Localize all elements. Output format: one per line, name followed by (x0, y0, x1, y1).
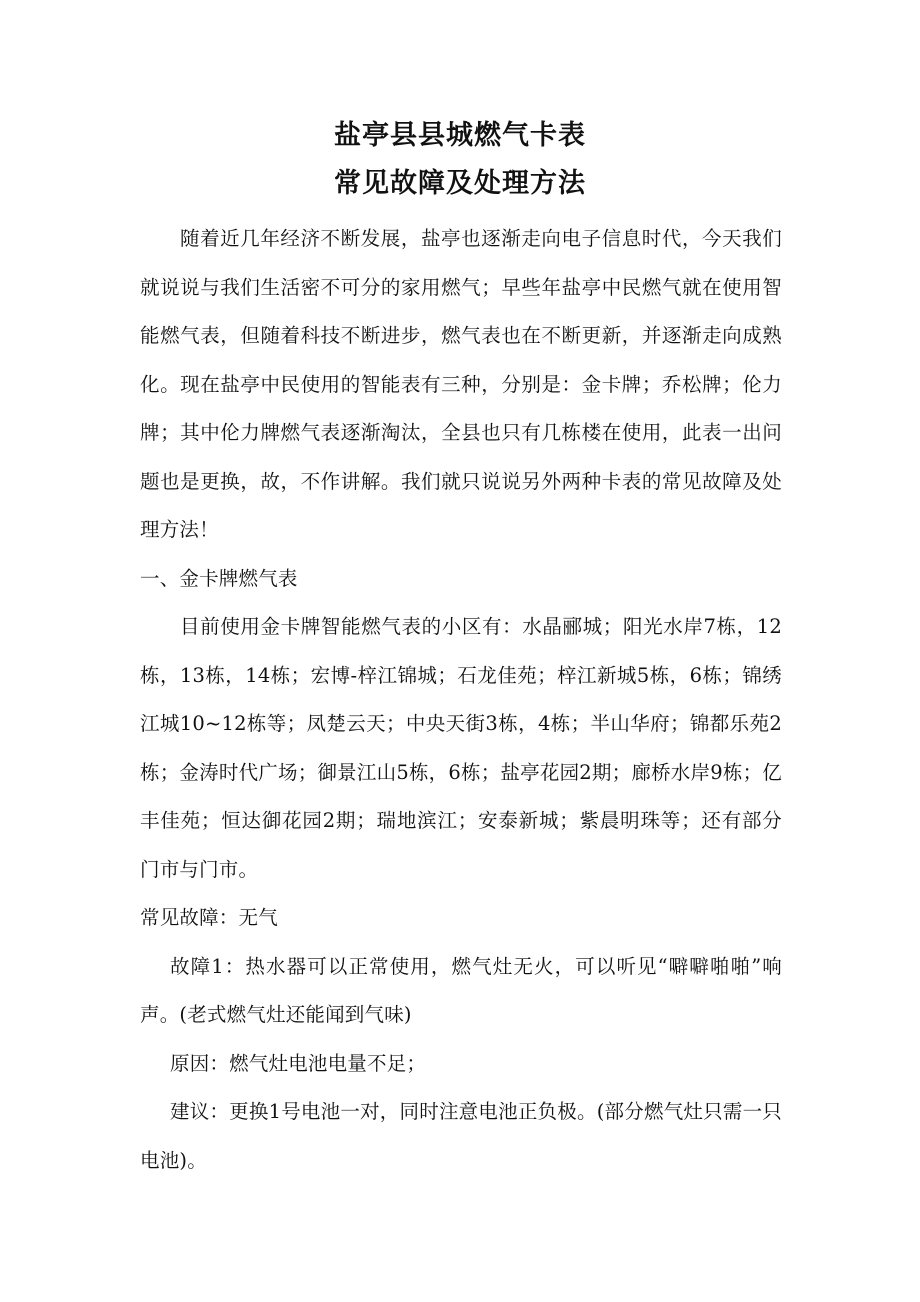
document-title-line-1: 盐亭县县城燃气卡表 (334, 120, 586, 151)
document-title-line-2: 常见故障及处理方法 (334, 168, 586, 199)
section-heading-jinka: 一、金卡牌燃气表 (140, 566, 298, 590)
cause-paragraph: 原因：燃气灶电池电量不足； (170, 1051, 427, 1075)
residential-list-paragraph: 目前使用金卡牌智能燃气表的小区有：水晶郦城；阳光水岸7栋，12栋，13栋，14栋；宏博-梓江锦城；石龙佳苑；梓江新城5栋，6栋；锦绣江城10~12栋等；凤楚云天；中央天街3栋，4栋；半山华府；锦都乐苑2栋；金涛时代广场；御景江山5栋，6栋；盐亭花园2期；廊桥水岸9栋；亿丰佳苑；恒达御花园2期；瑞地滨江；安泰新城；紫晨明珠等；还有部分门市与门市。 (140, 615, 782, 881)
intro-paragraph: 随着近几年经济不断发展，盐亭也逐渐走向电子信息时代，今天我们就说说与我们生活密不可分的家用燃气；早些年盐亭中民燃气就在使用智能燃气表，但随着科技不断进步，燃气表也在不断更新，并逐渐走向成熟化。现在盐亭中民使用的智能表有三种，分别是：金卡牌；乔松牌；伦力牌；其中伦力牌燃气表逐渐淘汰，全县也只有几栋楼在使用，此表一出问题也是更换，故，不作讲解。我们就只说说另外两种卡表的常见故障及处理方法！ (140, 227, 782, 541)
suggestion-paragraph: 建议：更换1号电池一对，同时注意电池正负极。(部分燃气灶只需一只电池)。 (140, 1100, 782, 1172)
document-body (140, 215, 782, 1185)
common-fault-heading: 常见故障：无气 (140, 906, 278, 929)
fault-1-paragraph: 故障1：热水器可以正常使用，燃气灶无火，可以听见“噼噼啪啪”响声。(老式燃气灶还能闻到气味) (140, 954, 782, 1026)
